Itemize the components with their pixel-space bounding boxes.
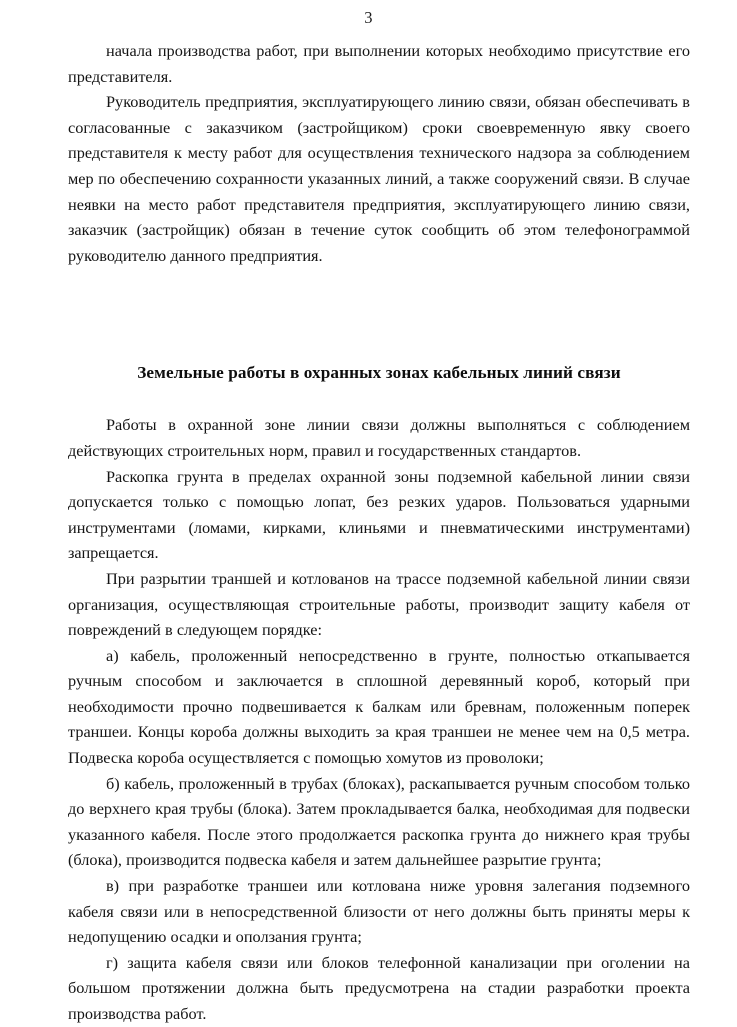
list-item-b: б) кабель, проложенный в трубах (блоках), раскапывается ручным способом только до верхнего края трубы (блока). Затем прокладывается балка, необходимая для подвески указанного кабеля. После этого продолжается раскопка грунта до нижнего края трубы (блока), производится подвеска кабеля и затем дальнейшее разрытие грунта; — [68, 773, 690, 870]
list-item-a: а) кабель, проложенный непосредственно в грунте, полностью откапывается ручным способом и заключается в сплошной деревянный короб, который при необходимости прочно подвешивается к балкам или бревнам, положенным поперек траншеи. Концы короба должны выходить за края траншеи не менее чем на 0,5 метра. Подвеска короба осуществляется с помощью хомутов из проволоки; — [68, 645, 690, 768]
list-item-v: в) при разработке траншеи или котлована ниже уровня залегания подземного кабеля связи или в непосредственной близости от него должны быть приняты меры к недопущению осадки и оползания грунта; — [68, 876, 690, 947]
page-number: 3 — [364, 8, 373, 27]
paragraph-intro-2: Руководитель предприятия, эксплуатирующего линию связи, обязан обеспечивать в согласованные с заказчиком (застройщиком) сроки своевременную явку своего представителя к месту работ для осуществления технического надзора за соблюдением мер по обеспечению сохранности указанных линий, а также сооружений связи. В случае неявки на место работ представителя предприятия, эксплуатирующего линию связи, заказчик (застройщик) обязан в течение суток сообщить об этом телефонограммой руководителю данного предприятия. — [68, 92, 690, 265]
section-heading: Земельные работы в охранных зонах кабельных линий связи — [137, 363, 621, 383]
heading-spacer — [68, 385, 690, 412]
page-content — [68, 38, 690, 1027]
paragraph-body-3: При разрытии траншей и котлованов на трассе подземной кабельной линии связи организация, осуществляющая строительные работы, производит защиту кабеля от повреждений в следующем порядке: — [68, 568, 690, 640]
list-item-g: г) защита кабеля связи или блоков телефонной канализации при оголении на большом протяжении должна быть предусмотрена на стадии разработки проекта производства работ. — [68, 952, 690, 1023]
section-spacer — [68, 268, 690, 360]
paragraph-intro-1: начала производства работ, при выполнении которых необходимо присутствие его представителя. — [68, 41, 690, 86]
paragraph-body-1: Работы в охранной зоне линии связи должны выполняться с соблюдением действующих строительных норм, правил и государственных стандартов. — [68, 415, 690, 460]
paragraph-body-2: Раскопка грунта в пределах охранной зоны подземной кабельной линии связи допускается только с помощью лопат, без резких ударов. Пользоваться ударными инструментами (ломами, кирками, клиньями и пневматическими инструментами) запрещается. — [68, 466, 690, 563]
